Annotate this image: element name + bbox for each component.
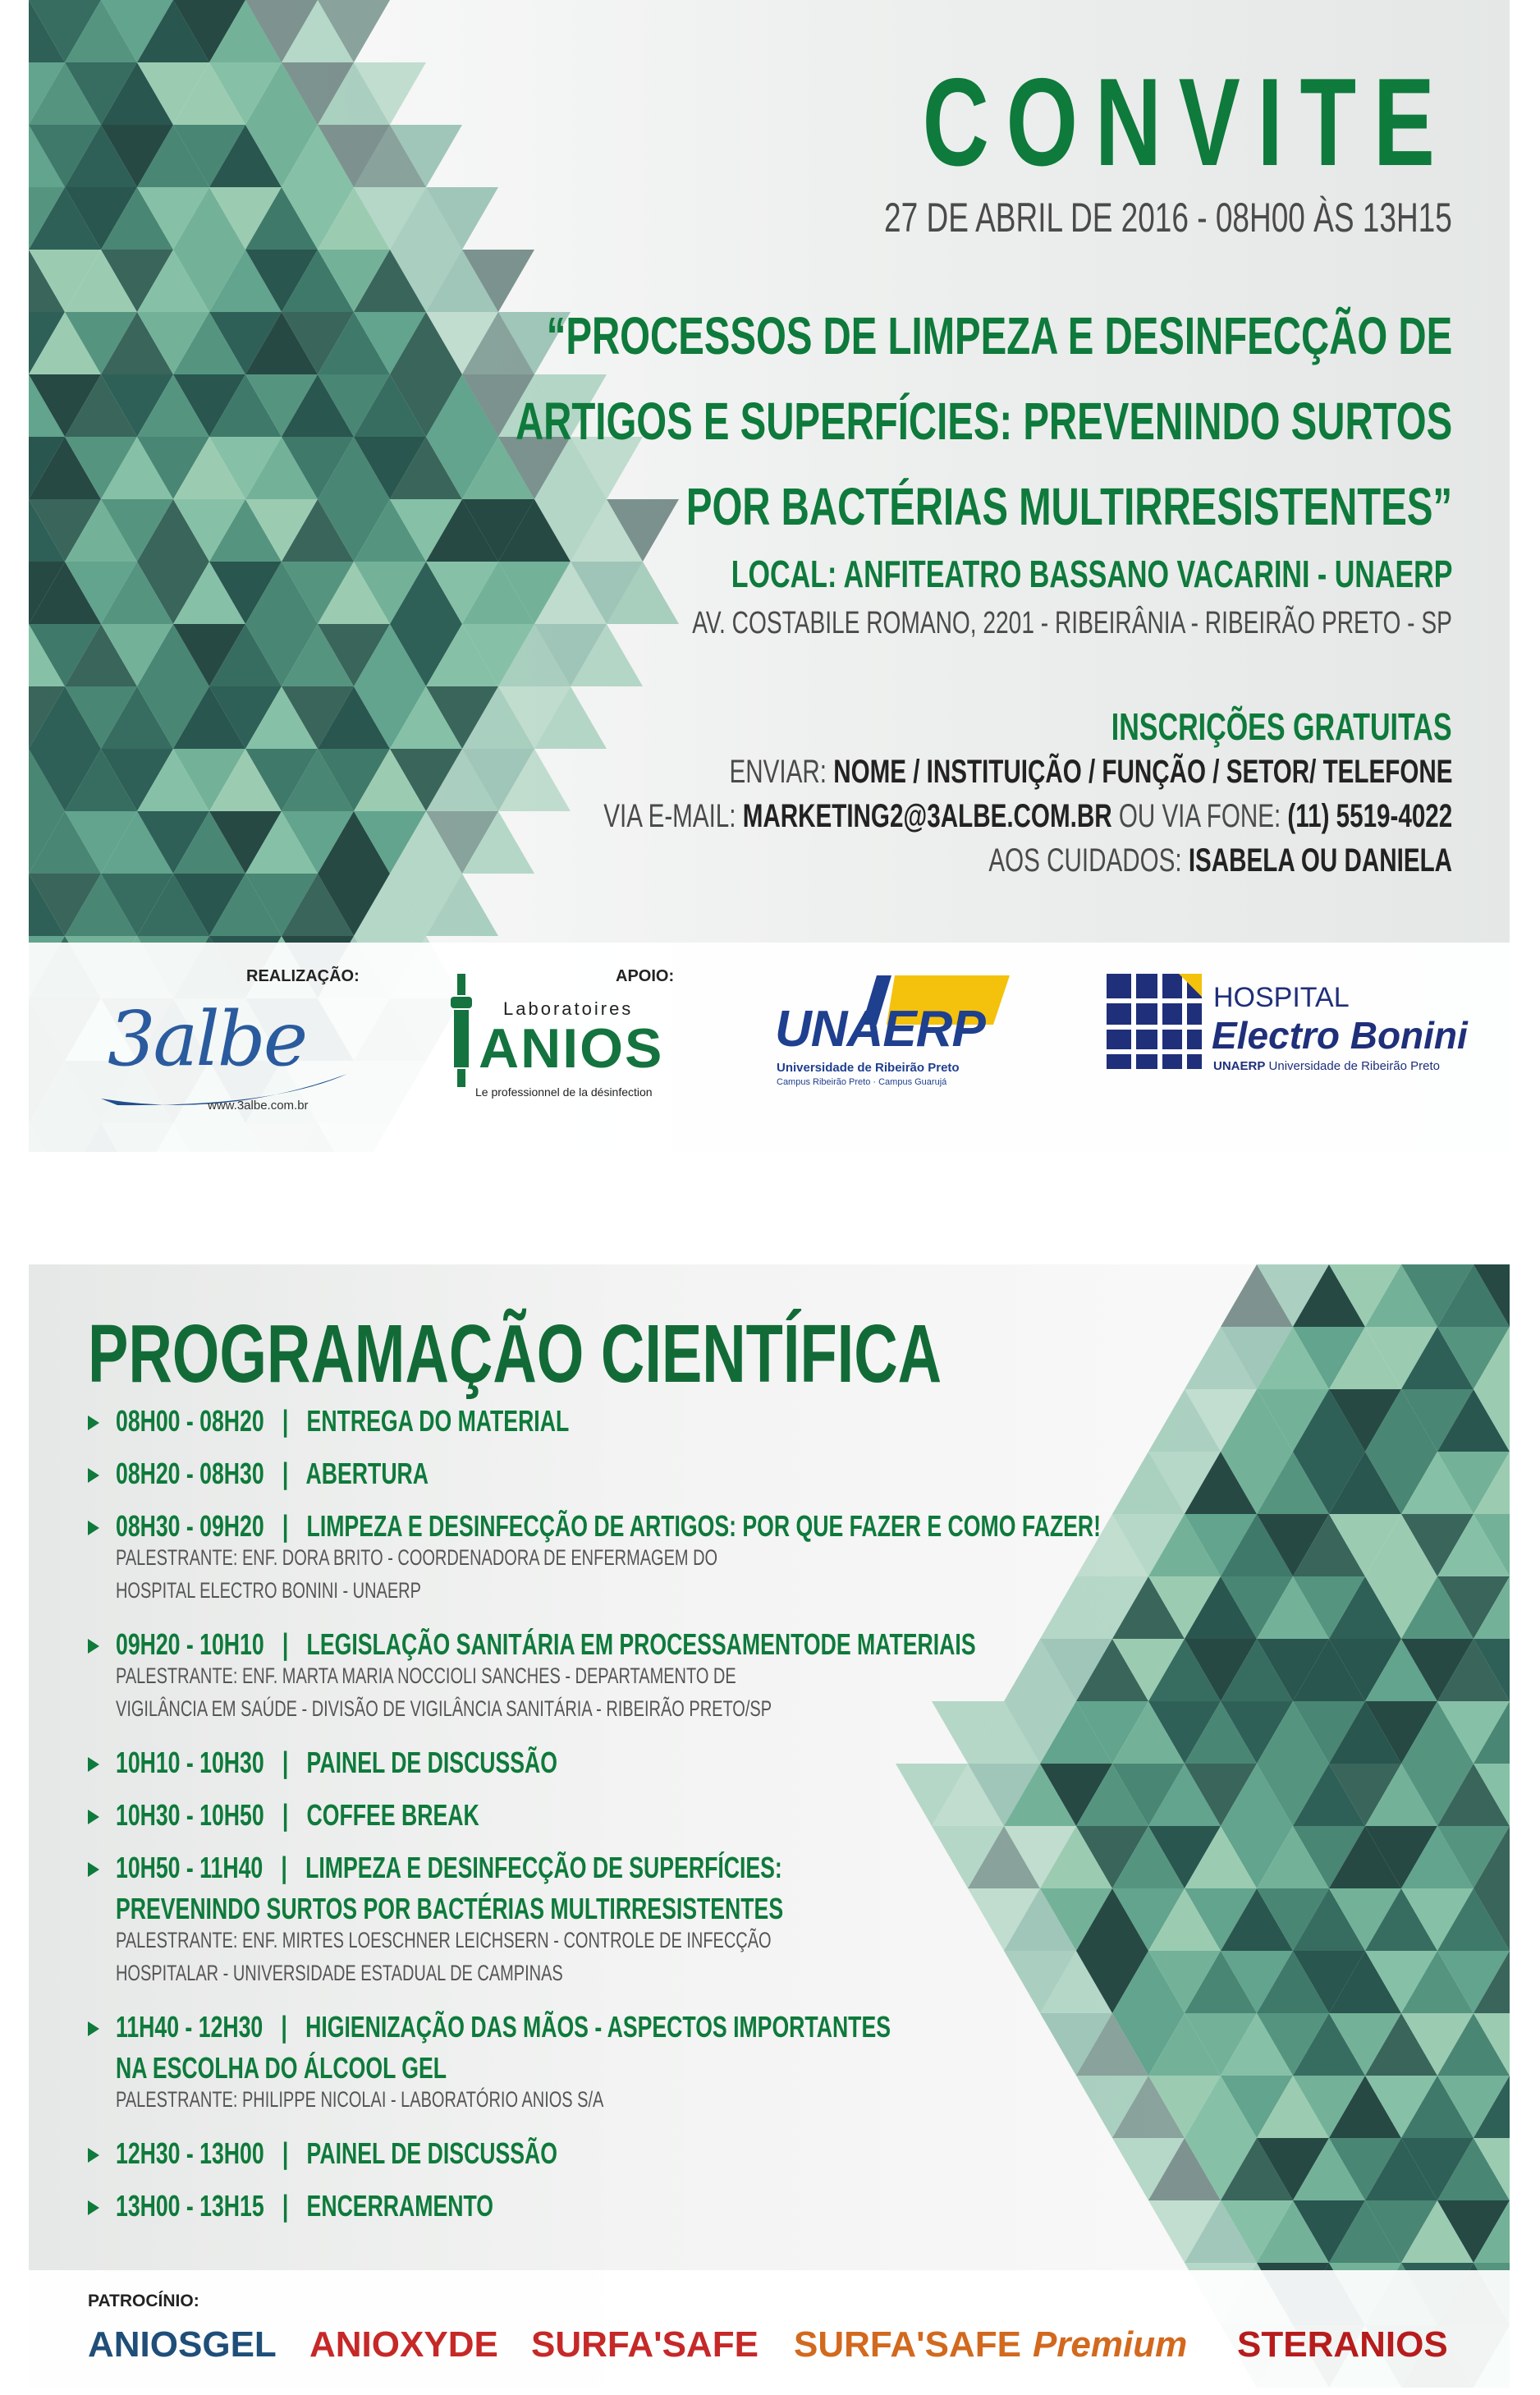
schedule-topic: PAINEL DE DISCUSSÃO	[306, 1746, 557, 1779]
schedule-topic: LIMPEZA E DESINFECÇÃO DE SUPERFÍCIES:	[305, 1851, 782, 1884]
schedule-time: 13H00 - 13H15	[116, 2189, 264, 2223]
schedule-topic: HIGIENIZAÇÃO DAS MÃOS - ASPECTOS IMPORTANTES	[305, 2010, 891, 2044]
schedule-topic: PREVENINDO SURTOS POR BACTÉRIAS MULTIRRESISTENTES	[116, 1892, 784, 1925]
separator: |	[264, 2189, 307, 2223]
separator: |	[264, 1457, 306, 1490]
schedule-speaker: HOSPITAL ELECTRO BONINI - UNAERP	[116, 1578, 421, 1603]
invitation-panel	[29, 0, 1510, 1152]
schedule-topic: LIMPEZA E DESINFECÇÃO DE ARTIGOS: POR QUE FAZER E COMO FAZER!	[306, 1509, 1102, 1543]
anios-spray-icon	[446, 967, 479, 1090]
program-title: PROGRAMAÇÃO CIENTÍFICA	[88, 1308, 942, 1400]
separator: |	[264, 1627, 307, 1661]
separator: |	[264, 1404, 307, 1438]
schedule-time: 09H20 - 10H10	[116, 1627, 264, 1661]
schedule-topic: COFFEE BREAK	[306, 1798, 479, 1832]
sponsor-brand: ANIOSGEL	[88, 2324, 277, 2365]
schedule-speaker: PALESTRANTE: ENF. DORA BRITO - COORDENADORA DE ENFERMAGEM DO	[116, 1545, 718, 1570]
bullet-arrow-icon	[88, 1639, 99, 1654]
schedule-time: 10H30 - 10H50	[116, 1798, 264, 1832]
sponsor-brand: ANIOXYDE	[309, 2324, 498, 2365]
bullet-arrow-icon	[88, 1521, 99, 1535]
invite-theme: “PROCESSOS DE LIMPEZA E DESINFECÇÃO DE ARTIGOS E SUPERFÍCIES: PREVENINDO SURTOS POR BACTÉRIAS MULTIRRESISTENTES”	[515, 306, 1452, 536]
separator: |	[263, 1851, 306, 1884]
bullet-arrow-icon	[88, 2021, 99, 2036]
schedule-speaker: PALESTRANTE: ENF. MIRTES LOESCHNER LEICHSERN - CONTROLE DE INFECÇÃO	[116, 1928, 772, 1952]
schedule-time: 10H10 - 10H30	[116, 1746, 264, 1779]
bullet-arrow-icon	[88, 2200, 99, 2215]
schedule-topic: NA ESCOLHA DO ÁLCOOL GEL	[116, 2051, 447, 2085]
invite-address: AV. COSTABILE ROMANO, 2201 - RIBEIRÂNIA - RIBEIRÃO PRETO - SP	[692, 606, 1452, 640]
schedule-time: 08H20 - 08H30	[116, 1457, 264, 1490]
registration-heading: INSCRIÇÕES GRATUITAS	[1111, 705, 1452, 748]
registration-send: ENVIAR: NOME / INSTITUIÇÃO / FUNÇÃO / SETOR/ TELEFONE	[729, 754, 1452, 790]
schedule-speaker: HOSPITALAR - UNIVERSIDADE ESTADUAL DE CAMPINAS	[116, 1961, 563, 1985]
schedule-time: 08H30 - 09H20	[116, 1509, 264, 1543]
registration-phone: (11) 5519-4022	[1287, 798, 1452, 834]
bullet-arrow-icon	[88, 1757, 99, 1772]
hospital-logo: HOSPITAL Electro Bonini UNAERP Universidade de Ribeirão Preto	[1107, 974, 1468, 1113]
registration-care: AOS CUIDADOS: ISABELA OU DANIELA	[988, 842, 1452, 879]
logo-strip	[29, 943, 1510, 1152]
schedule-time: 11H40 - 12H30	[116, 2010, 264, 2044]
registration-email: MARKETING2@3ALBE.COM.BR	[742, 798, 1112, 834]
schedule-topic: ENCERRAMENTO	[306, 2189, 494, 2223]
separator: |	[264, 1746, 307, 1779]
hospital-grid-icon	[1107, 974, 1205, 1072]
sponsor-brand: STERANIOS	[1237, 2324, 1448, 2365]
schedule-time: 12H30 - 13H00	[116, 2136, 264, 2170]
anios-logo: Laboratoires ANIOS Le professionnel de la désinfection	[446, 967, 708, 1123]
sponsor-brand: SURFA'SAFE Premium	[794, 2324, 1188, 2365]
separator: |	[264, 1509, 307, 1543]
bullet-arrow-icon	[88, 2148, 99, 2163]
sponsor-brand: SURFA'SAFE	[531, 2324, 759, 2365]
sponsor-list	[88, 2324, 1483, 2374]
invite-local: LOCAL: ANFITEATRO BASSANO VACARINI - UNAERP	[731, 553, 1452, 595]
bullet-arrow-icon	[88, 1468, 99, 1483]
invite-title: CONVITE	[922, 53, 1452, 192]
schedule-speaker: PALESTRANTE: PHILIPPE NICOLAI - LABORATÓRIO ANIOS S/A	[116, 2087, 604, 2112]
bullet-arrow-icon	[88, 1810, 99, 1824]
schedule-topic: LEGISLAÇÃO SANITÁRIA EM PROCESSAMENTODE MATERIAIS	[306, 1627, 976, 1661]
albe-logo: 3albe www.3albe.com.br	[85, 975, 380, 1131]
program-panel	[29, 1264, 1510, 2388]
schedule-speaker: PALESTRANTE: ENF. MARTA MARIA NOCCIOLI SANCHES - DEPARTAMENTO DE	[116, 1663, 736, 1688]
bullet-arrow-icon	[88, 1415, 99, 1430]
schedule-topic: ABERTURA	[305, 1457, 429, 1490]
sponsor-label: PATROCÍNIO:	[88, 2292, 199, 2310]
program-schedule	[88, 1404, 1155, 2233]
registration-contact: VIA E-MAIL: MARKETING2@3ALBE.COM.BR OU VIA FONE: (11) 5519-4022	[603, 798, 1452, 834]
separator: |	[263, 2010, 306, 2044]
separator: |	[264, 2136, 307, 2170]
separator: |	[264, 1798, 307, 1832]
schedule-topic: PAINEL DE DISCUSSÃO	[306, 2136, 557, 2170]
bullet-arrow-icon	[88, 1862, 99, 1877]
schedule-speaker: VIGILÂNCIA EM SAÚDE - DIVISÃO DE VIGILÂNCIA SANITÁRIA - RIBEIRÃO PRETO/SP	[116, 1696, 772, 1721]
schedule-topic: ENTREGA DO MATERIAL	[306, 1404, 570, 1438]
apoio-label: APOIO:	[616, 967, 675, 985]
schedule-time: 10H50 - 11H40	[116, 1851, 264, 1884]
realizacao-label: REALIZAÇÃO:	[246, 967, 360, 985]
sponsor-strip	[29, 2270, 1510, 2388]
unaerp-logo: UNAERP Universidade de Ribeirão Preto Campus Ribeirão Preto · Campus Guarujá	[772, 975, 1018, 1115]
invite-date: 27 DE ABRIL DE 2016 - 08H00 ÀS 13H15	[884, 195, 1452, 241]
schedule-time: 08H00 - 08H20	[116, 1404, 264, 1438]
